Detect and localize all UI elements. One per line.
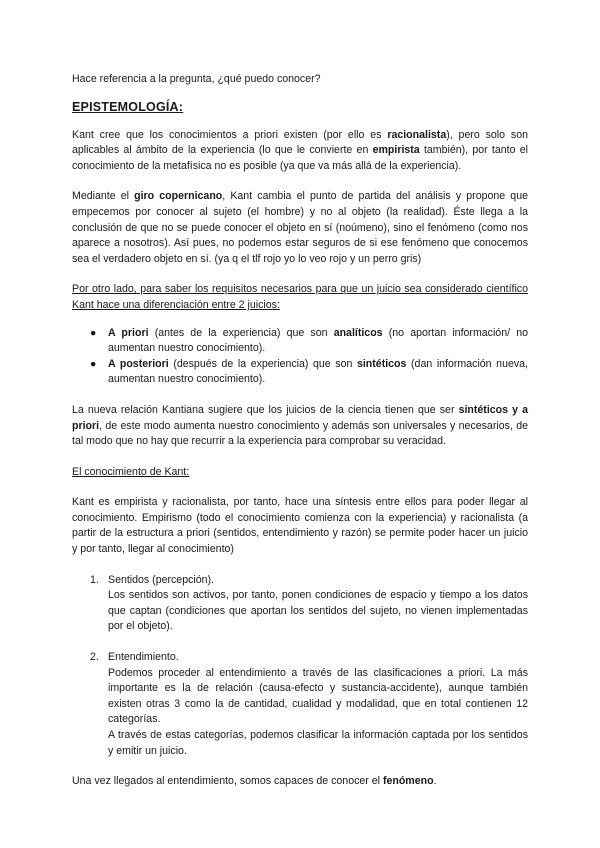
paragraph-conclusion: Una vez llegados al entendimiento, somos capaces de conocer el fenómeno. [72,775,437,788]
list-item-title: Sentidos (percepción). [108,573,214,586]
bold-empirista: empirista [372,144,420,157]
list-item-sentidos [72,573,528,635]
paragraph-relacion-kantiana: La nueva relación Kantiana sugiere que los juicios de la ciencia tienen que ser sintéticos y a priori, de este modo aumenta nuestro conocimiento y además son universales y necesarios, de tal modo que no hay que recurrir a la experiencia para comprobar su veracidad. [72,403,529,448]
list-item-a-posteriori: ● A posteriori (después de la experiencia) que son sintéticos (dan información nueva, aumentan nuestro conocimiento). [90,357,528,386]
list-item-body: Podemos proceder al entendimiento a través de las clasificaciones a priori. La más importante es la de relación (causa-efecto y sustancia-accidente), aunque también existen otras 3 como la de cantidad, cualidad y modalidad, que en total contienen 12 categorías. [108,666,528,726]
list-item-body: Los sentidos son activos, por tanto, ponen condiciones de espacio y tiempo a los datos que captan (condiciones que aportan los sentidos del sujeto, no vienen implementadas por el objeto). [108,589,528,633]
bold-racionalista: racionalista [387,128,447,141]
intro-question: Hace referencia a la pregunta, ¿qué puedo conocer? [72,73,321,85]
document-page [72,64,528,790]
bullet-icon: ● [90,357,97,370]
list-item-a-priori: ● A priori (antes de la experiencia) que son analíticos (no aportan información/ no aumentan nuestro conocimiento). [90,326,528,355]
faculties-list [72,573,528,760]
bullet-icon: ● [90,326,97,339]
paragraph-kant-a-priori: Kant cree que los conocimientos a priori existen (por ello es racionalista), pero solo son aplicables al ámbito de la experiencia (lo que le convierte en empirista también), por tanto el conocimiento de la metafísica no es posible (ya que va más allá de la experiencia). [72,128,528,172]
list-number: 1. [90,573,99,586]
bold-sinteticos-a-priori: sintéticos y a priori [72,403,529,432]
subheading-conocimiento-kant: El conocimiento de Kant: [72,465,190,478]
bold-giro-copernicano: giro copernicano [134,190,223,203]
section-heading-epistemologia: EPISTEMOLOGÍA: [72,99,184,114]
paragraph-sintesis: Kant es empirista y racionalista, por tanto, hace una síntesis entre ellos para poder llegar al conocimiento. Empirismo (todo el conocimiento comienza con la experiencia) y racionalista (a partir de la estructura a priori (sentidos, entendimiento y razón) se permite poder hacer un juicio y por tanto, llegar al conocimiento) [72,496,528,556]
bold-fenomeno: fenómeno [382,775,434,788]
list-number: 2. [90,651,99,664]
judgment-types-list [72,326,528,388]
paragraph-giro-copernicano: Mediante el giro copernicano, Kant cambia el punto de partida del análisis y propone que empecemos por conocer al sujeto (el hombre) y no al objeto (la realidad). Éste llega a la conclusión de que no se puede conocer el objeto en sí (noúmeno), sino el fenómeno (como nos aparece a nosotros). Así pues, no podemos estar seguros de si ese fenómeno que conocemos sea el verdadero objeto en sí. (ya q el tlf rojo yo lo veo rojo y un perro gris) [72,190,528,265]
list-item-title: Entendimiento. [108,651,179,664]
list-item-entendimiento [72,650,528,759]
paragraph-requisitos-juicio: Por otro lado, para saber los requisitos necesarios para que un juicio sea considerado científico Kant hace una diferenciación entre 2 juicios: [72,283,528,311]
list-item-body-continued: A través de estas categorías, podemos clasificar la información captada por los sentidos y emitir un juicio. [108,729,528,757]
